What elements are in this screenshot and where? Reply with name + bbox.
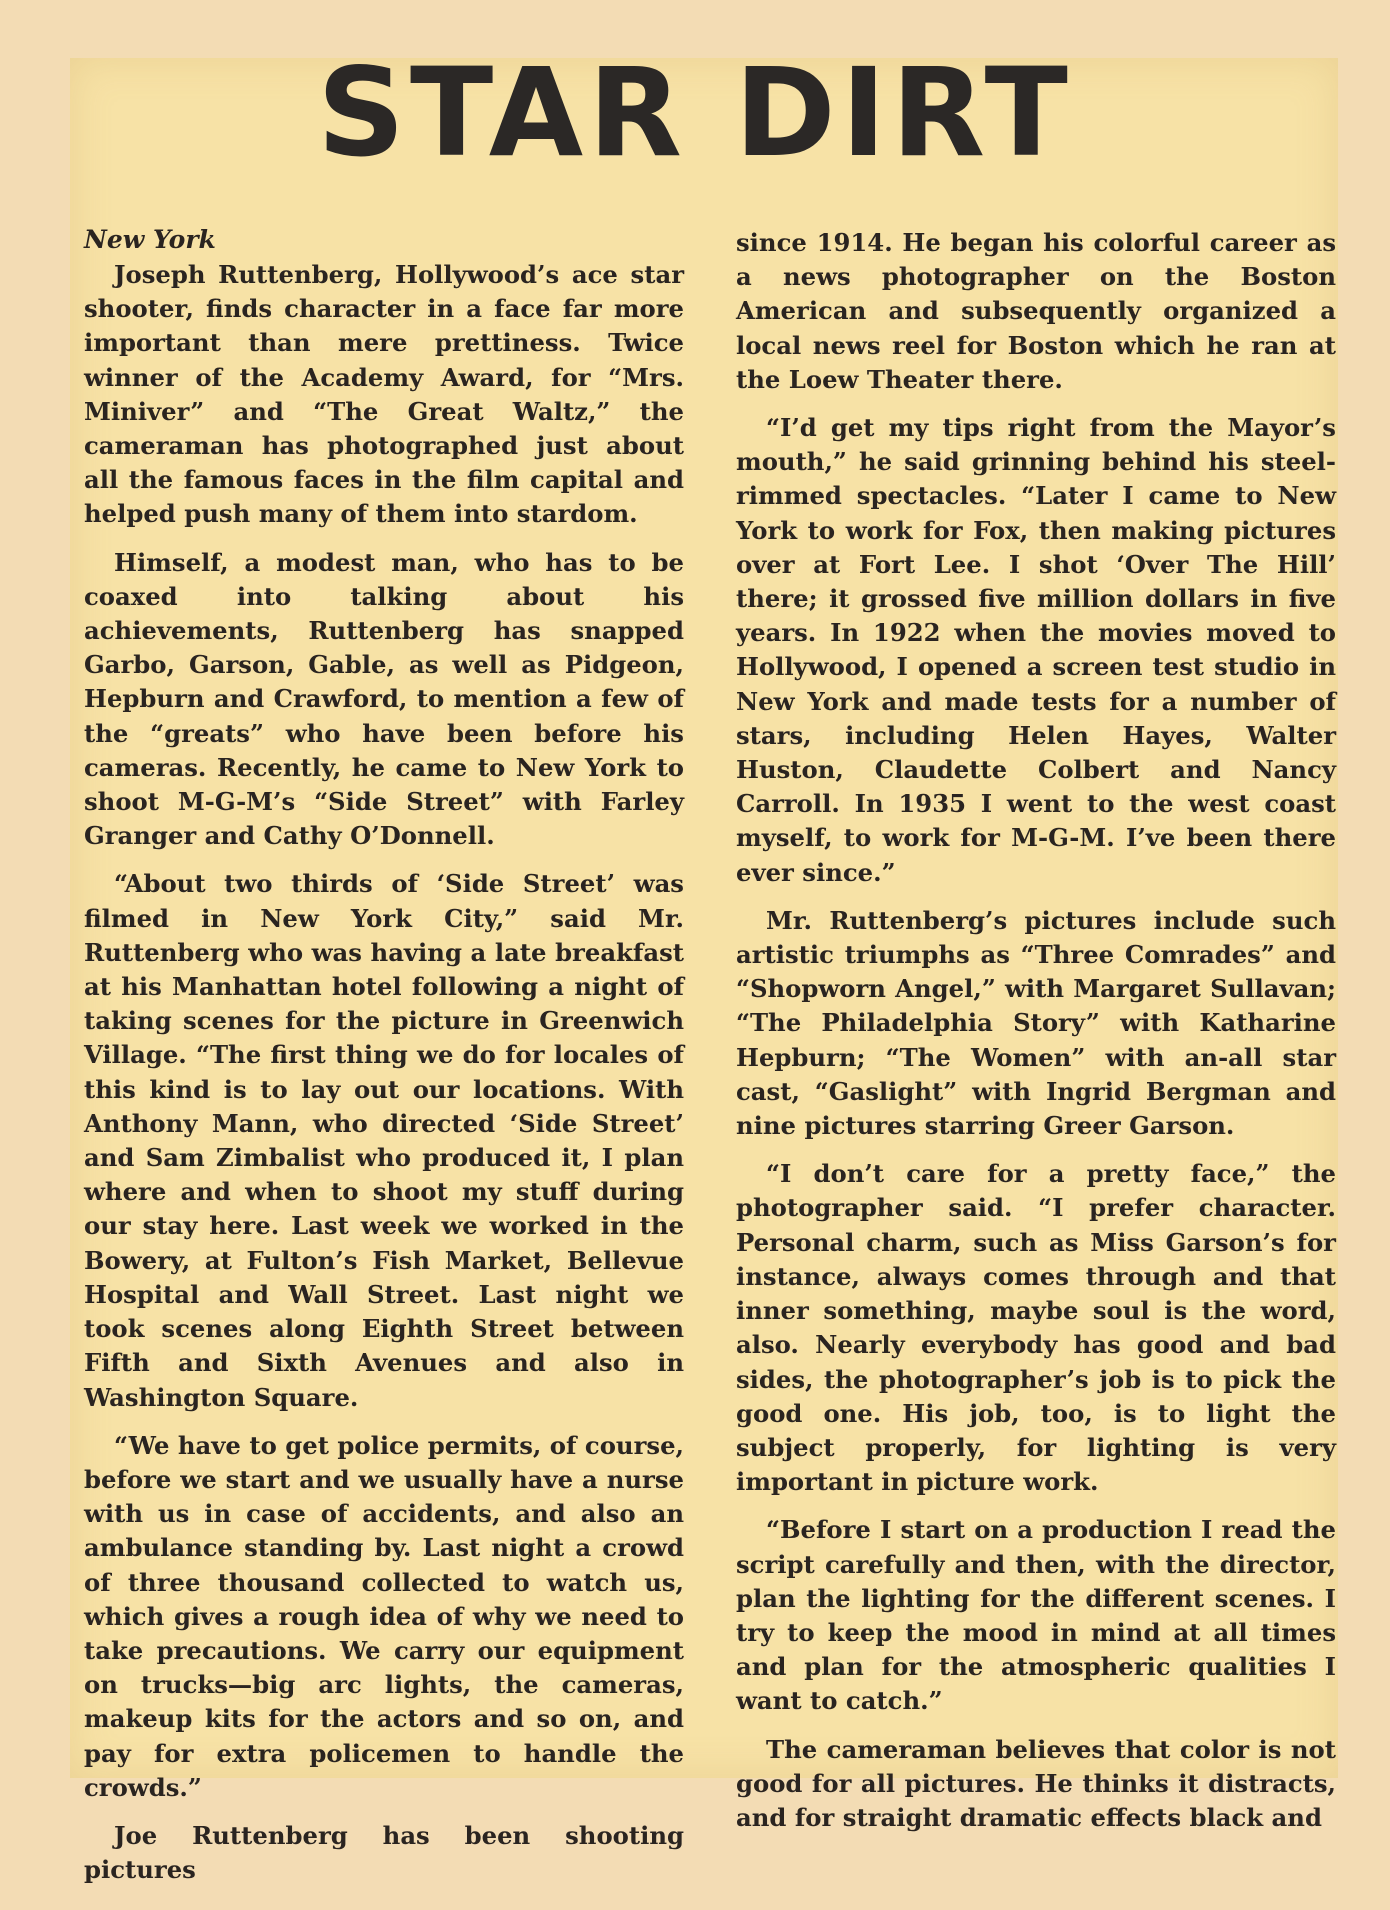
article-paragraph: “About two thirds of ‘Side Street’ was filmed in New York City,” said Mr. Ruttenberg who was having a late breakfast at his Manhattan hotel following a night of taking scenes for the picture in Greenwich Village. “The first thing we do for locales of this kind is to lay out our locations. With Anthony Mann, who directed ‘Side Street’ and Sam Zimbalist who produced it, I plan where and when to shoot my stuff during our stay here. Last week we worked in the Bowery, at Fulton’s Fish Market, Bellevue Hospital and Wall Street. Last night we took scenes along Eighth Street between Fifth and Sixth Avenues and also in Washington Square. <box>84 869 684 1412</box>
article-paragraph: since 1914. He began his colorful career as a news photographer on the Boston American and subsequently organized a local news reel for Boston which he ran at the Loew Theater there. <box>736 228 1336 394</box>
page-title: STAR DIRT <box>317 42 1073 184</box>
article-column-right <box>736 226 1336 1849</box>
article-column-left <box>84 222 684 1901</box>
article-paragraph: “I don’t care for a pretty face,” the photographer said. “I prefer character. Personal charm, such as Miss Garson’s for instance, always comes through and that inner something, maybe soul is the word, also. Nearly everybody has good and bad sides, the photographer’s job is to pick the good one. His job, too, is to light the subject properly, for lighting is very important in picture work. <box>736 1159 1336 1497</box>
article-paragraph: The cameraman believes that color is not good for all pictures. He thinks it distracts, and for straight dramatic effects black and <box>736 1734 1336 1832</box>
article-paragraph: Joseph Ruttenberg, Hollywood’s ace star shooter, finds character in a face far more important than mere prettiness. Twice winner of the Academy Award, for “Mrs. Miniver” and “The Great Waltz,” the cameraman has photographed just about all the famous faces in the film capital and helped push many of them into stardom. <box>84 260 684 529</box>
article-paragraph: Joe Ruttenberg has been shooting pictures <box>84 1820 684 1885</box>
article-paragraph: Mr. Ruttenberg’s pictures include such artistic triumphs as “Three Comrades” and “Shopworn Angel,” with Margaret Sullavan; “The Philadelphia Story” with Katharine Hepburn; “The Women” with an-all star cast, “Gaslight” with Ingrid Bergman and nine pictures starring Greer Garson. <box>736 905 1336 1141</box>
dateline: New York <box>84 225 216 254</box>
article-paragraph: “I’d get my tips right from the Mayor’s mouth,” he said grinning behind his steel-rimmed spectacles. “Later I came to New York to work for Fox, then making pictures over at Fort Lee. I shot ‘Over The Hill’ there; it grossed five million dollars in five years. In 1922 when the movies moved to Hollywood, I opened a screen test studio in New York and made tests for a number of stars, including Helen Hayes, Walter Huston, Claudette Colbert and Nancy Carroll. In 1935 I went to the west coast myself, to work for M-G-M. I’ve been there ever since.” <box>736 413 1336 887</box>
article-paragraph: “Before I start on a production I read the script carefully and then, with the director, plan the lighting for the different scenes. I try to keep the mood in mind at all times and plan for the atmospheric qualities I want to catch.” <box>736 1515 1336 1716</box>
article-paragraph: “We have to get police permits, of course, before we start and we usually have a nurse with us in case of accidents, and also an ambulance standing by. Last night a crowd of three thousand collected to watch us, which gives a rough idea of why we need to take precautions. We carry our equipment on trucks—big arc lights, the cameras, makeup kits for the actors and so on, and pay for extra policemen to handle the crowds.” <box>84 1430 684 1802</box>
article-paragraph: Himself, a modest man, who has to be coaxed into talking about his achievements, Ruttenberg has snapped Garbo, Garson, Gable, as well as Pidgeon, Hepburn and Crawford, to mention a few of the “greats” who have been before his cameras. Recently, he came to New York to shoot M-G-M’s “Side Street” with Farley Granger and Cathy O’Donnell. <box>84 547 684 851</box>
